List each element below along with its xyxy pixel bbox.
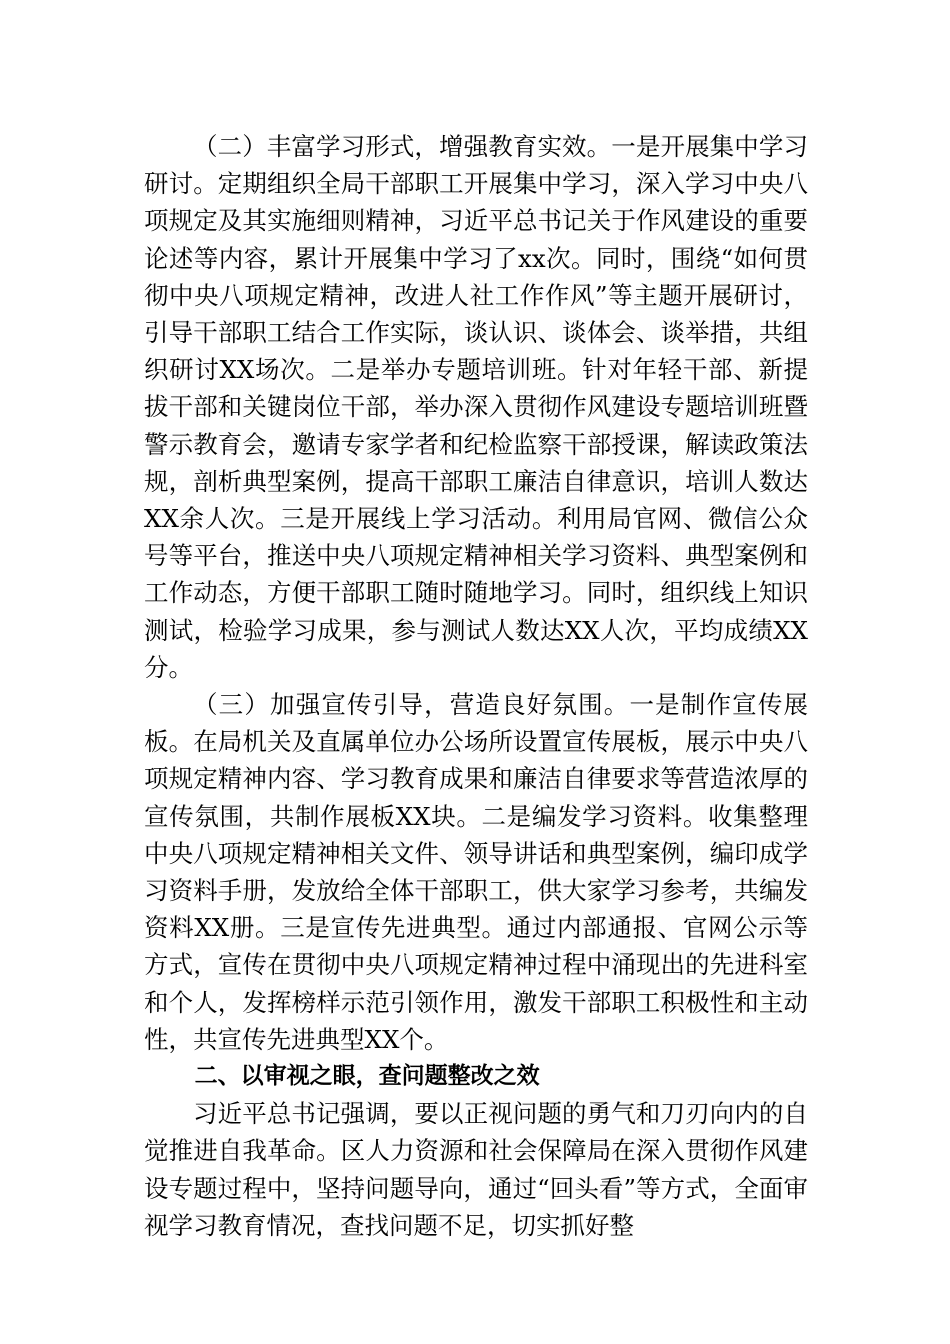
document-page bbox=[144, 128, 808, 1244]
paragraph-publicity: （三）加强宣传引导，营造良好氛围。一是制作宣传展板。在局机关及直属单位办公场所设置宣传展板，展示中央八项规定精神内容、学习教育成果和廉洁自律要求等营造浓厚的宣传氛围，共制作展板XX块。二是编发学习资料。收集整理中央八项规定精神相关文件、领导讲话和典型案例，编印成学习资料手册，发放给全体干部职工，供大家学习参考，共编发资料XX册。三是宣传先进典型。通过内部通报、官网公示等方式，宣传在贯彻中央八项规定精神过程中涌现出的先进科室和个人，发挥榜样示范引领作用，激发干部职工积极性和主动性，共宣传先进典型XX个。 bbox=[144, 690, 808, 1054]
paragraph-problem-review: 习近平总书记强调，要以正视问题的勇气和刀刃向内的自觉推进自我革命。区人力资源和社会保障局在深入贯彻作风建设专题过程中，坚持问题导向，通过“回头看”等方式，全面审视学习教育情况，查找问题不足，切实抓好整 bbox=[144, 1099, 808, 1240]
section-heading: 二、以审视之眼，查问题整改之效 bbox=[194, 1063, 540, 1090]
paragraph-study-forms: （二）丰富学习形式，增强教育实效。一是开展集中学习研讨。定期组织全局干部职工开展集中学习，深入学习中央八项规定及其实施细则精神，习近平总书记关于作风建设的重要论述等内容，累计开展集中学习了xx次。同时，围绕“如何贯彻中央八项规定精神，改进人社工作作风”等主题开展研讨，引导干部职工结合工作实际，谈认识、谈体会、谈举措，共组织研讨XX场次。二是举办专题培训班。针对年轻干部、新提拔干部和关键岗位干部，举办深入贯彻作风建设专题培训班暨警示教育会，邀请专家学者和纪检监察干部授课，解读政策法规，剖析典型案例，提高干部职工廉洁自律意识，培训人数达XX余人次。三是开展线上学习活动。利用局官网、微信公众号等平台，推送中央八项规定精神相关学习资料、典型案例和工作动态，方便干部职工随时随地学习。同时，组织线上知识测试，检验学习成果，参与测试人数达XX人次，平均成绩XX分。 bbox=[144, 132, 808, 682]
